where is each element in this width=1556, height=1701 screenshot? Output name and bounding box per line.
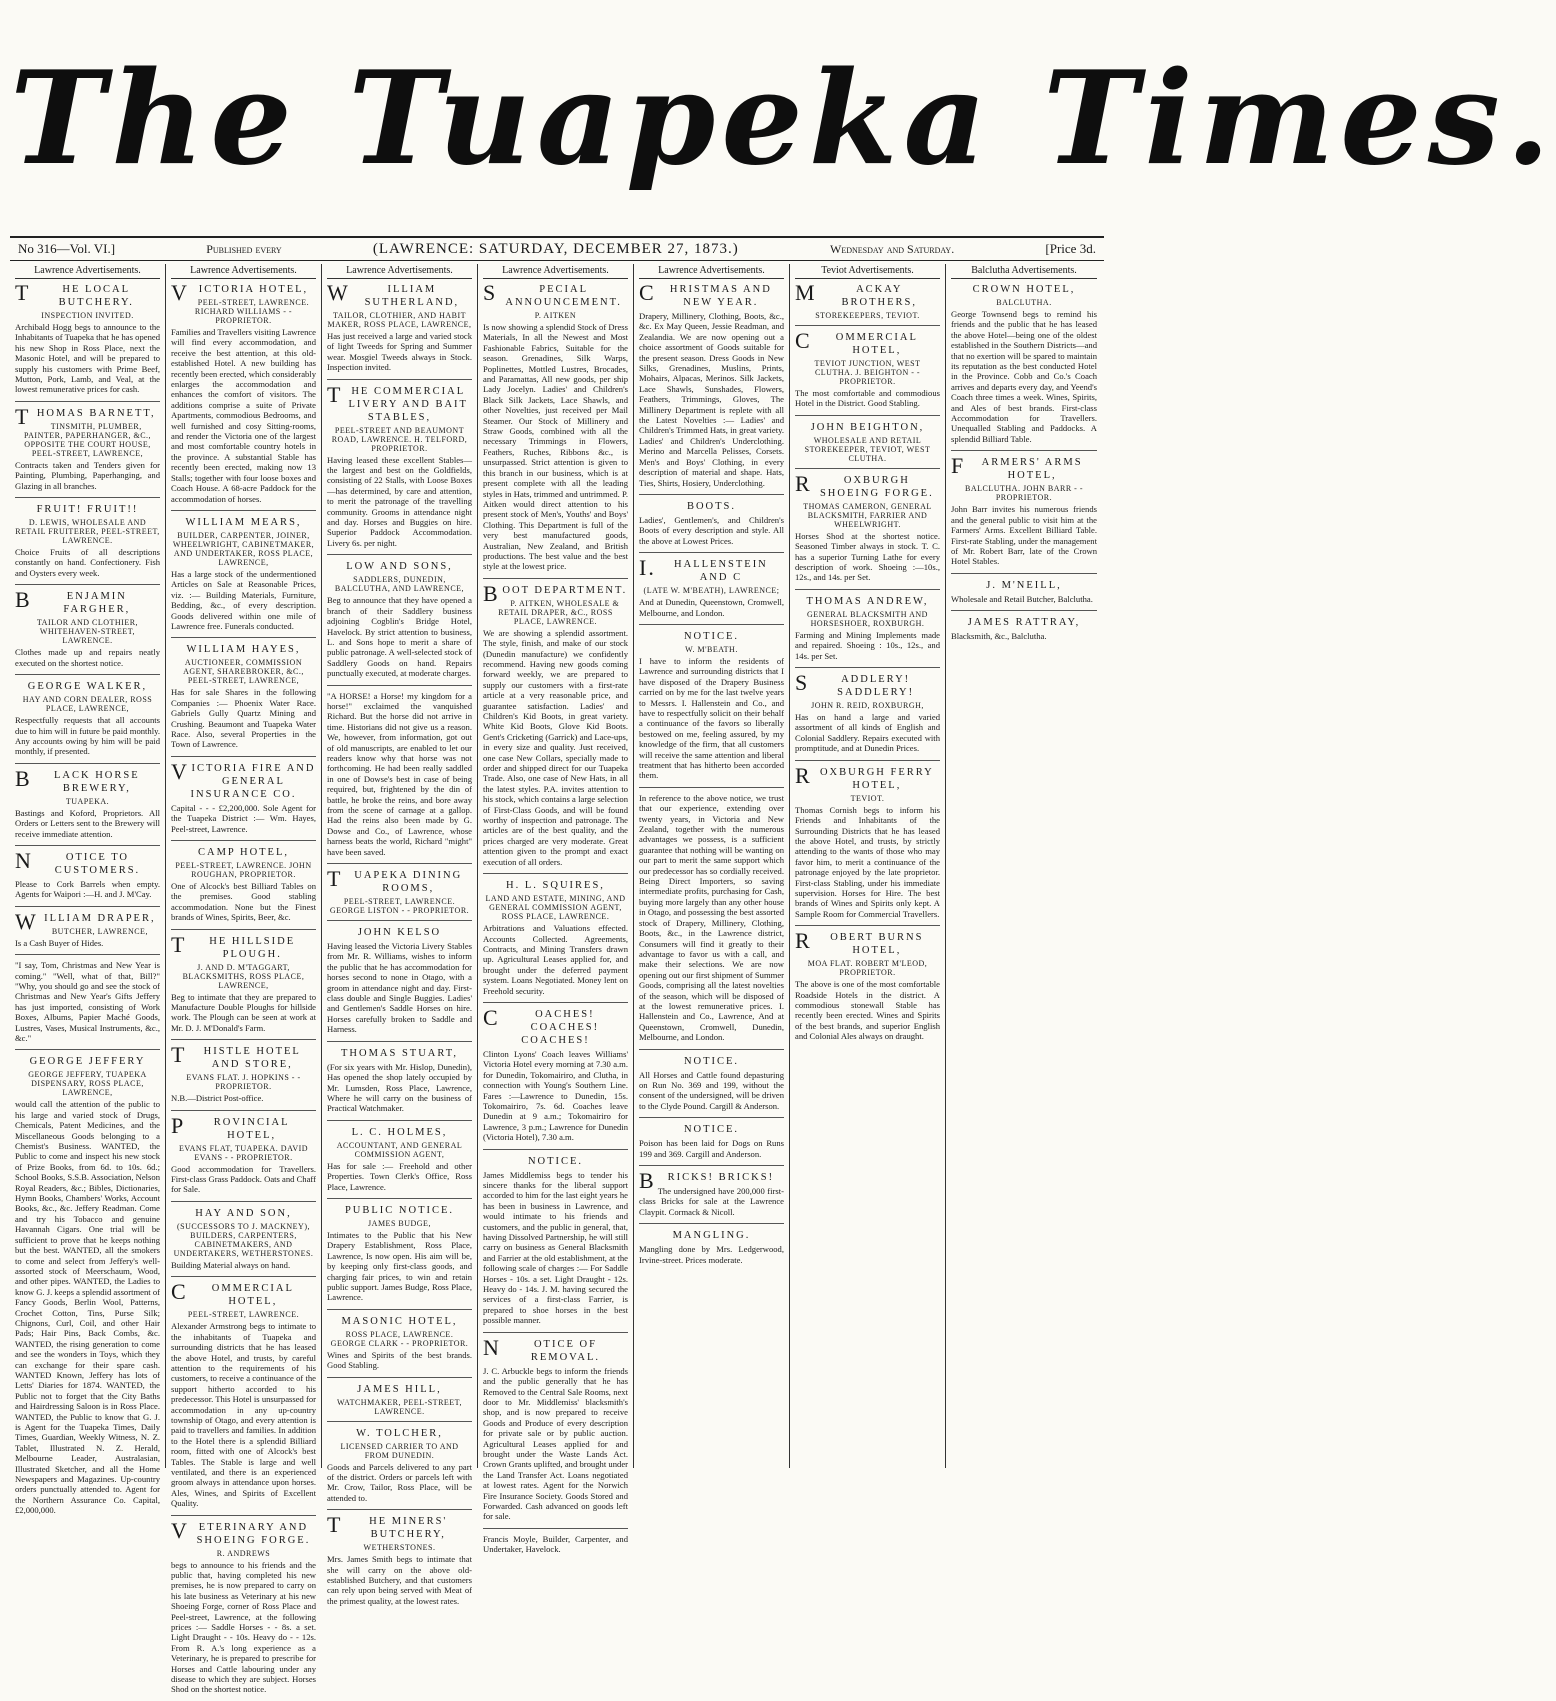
ad-subtitle: TAILOR AND CLOTHIER, WHITEHAVEN-STREET, LAWRENCE. [36,618,139,646]
ad-body: Having leased the Victoria Livery Stables from Mr. R. Williams, wishes to inform the public that he has accommodation for horses second to none in Otago, with a groom in attendance night and day. First-class double and Single Buggies. Ladies' and Gentlemen's Saddle Horses on hire. Horses carefully broken to Saddle and Harness. [327,941,472,1035]
advertisement [15,1055,160,1521]
ad-body: Has a large stock of the undermentioned Articles on Sale at Reasonable Prices, viz. :— Building Materials, Furniture, Bedding, &c., of every description. Goods delivered within one mile of Lawrence free. Funerals conducted. [171,568,316,631]
ad-body: Respectfully requests that all accounts due to him will in future be paid monthly. Any accounts owing by him will be paid monthly, if presented. [15,715,160,757]
advertisement [171,1279,316,1515]
ad-subtitle: BUTCHER, LAWRENCE, [51,926,148,936]
ad-title: GEORGE JEFFERY [29,1056,146,1068]
advertisement [639,1123,784,1166]
ad-body: Families and Travellers visiting Lawrence will find every accommodation, and receive the best attention, at this old-established Hotel. A new building has recently been erected, which considerably enlarges the accommodation and enhances the comfort of visitors. The additions comprise a suite of Private Apartments, commodious Bedrooms, and well furnished and cosy Sitting-rooms, and render the Victoria one of the largest and most comfortable country hotels in the province. A substantial Stable has recently been erected, making now 13 Stalls; together with four loose boxes and Coach House. A 68-acre Paddock for the accommodation of horses. [171,327,316,504]
advertisement [951,616,1097,647]
column-heading: Lawrence Advertisements. [15,264,160,279]
advertisement [639,1229,784,1271]
ad-title: GEORGE WALKER, [27,681,148,693]
ad-subtitle: EVANS FLAT. J. HOPKINS - - PROPRIETOR. [186,1073,301,1092]
ad-title: THE LOCAL BUTCHERY. [15,280,134,308]
ad-subtitle: P. AITKEN, WHOLESALE & RETAIL DRAPER, &C., ROSS PLACE, LAWRENCE. [498,598,620,626]
ad-title: JAMES HILL, [357,1383,442,1395]
ad-body: Wines and Spirits of the best brands. Good Stabling. [327,1349,472,1371]
advertisement [15,908,160,955]
ad-body: N.B.—District Post-office. [171,1093,264,1104]
ad-title: JOHN BEIGHTON, [810,421,925,433]
ad-subtitle: GEORGE JEFFERY, TUAPEKA DISPENSARY, ROSS PLACE, LAWRENCE, [28,1070,147,1098]
ad-body: James Middlemiss begs to tender his sincere thanks for the liberal support accorded to him for the last eight years he has been in business in Lawrence, and would intimate to his friends and customers, and the public in general, that, having Dissolved Partnership, he will still carry on business as General Blacksmith and Farrier at the old establishment, at the following scale of charges :— For Saddle Horses - 10s. a set. Light Draught - 12s. Heavy do - 14s. J. M. having secured the services of a first-class Farrier, is prepared to shoe horses in the best possible manner. [483,1169,628,1326]
advertisement [639,1168,784,1224]
advertisement [639,630,784,788]
ad-subtitle: BALCLUTHA. JOHN BARR - - PROPRIETOR. [965,484,1083,503]
ad-title: I.HALLENSTEIN AND C [639,555,768,584]
ad-body: Ladies', Gentlemen's, and Children's Boots of every description and style. All the above at Lowest Prices. [639,514,784,546]
advertisement [795,595,940,668]
ad-body: Is a Cash Buyer of Hides. [15,937,104,948]
ad-subtitle: WETHERSTONES. [363,1543,436,1553]
ad-body: Alexander Armstrong begs to intimate to the inhabitants of Tuapeka and surrounding districts that he has leased the above Hotel, and trusts, by careful attention to the requirements of his customers, to receive a continuance of the support hitherto accorded to his predecessor. This Hotel is unsurpassed for accommodation in any up-country township of Otago, and every attention is paid to travellers and families. In addition to the Hotel there is a splendid Billiard room, fitted with one of Alcock's best Tables. The Stable is large and well ventilated, and there is an experienced groom always in attendance upon horses. Ales, Wines, and Spirits of Excellent Quality. [171,1321,316,1509]
column-4 [478,264,634,1555]
column-7 [946,264,1102,1468]
ad-subtitle: J. AND D. M'TAGGART, BLACKSMITHS, ROSS PLACE, LAWRENCE, [182,962,305,990]
ad-body: Choice Fruits of all descriptions constantly on hand. Confectionery. Fish and Oysters every week. [15,547,160,578]
ad-body: Wholesale and Retail Butcher, Balclutha. [951,593,1093,604]
ad-title: JOHN KELSO [357,927,442,939]
advertisement [327,1126,472,1199]
ad-subtitle: JAMES BUDGE, [368,1218,431,1228]
ad-subtitle: ROSS PLACE, LAWRENCE. GEORGE CLARK - - PROPRIETOR. [330,1329,469,1348]
ad-subtitle: LICENSED CARRIER TO AND FROM DUNEDIN. [340,1441,459,1460]
ad-title: MACKAY BROTHERS, [795,280,918,308]
ad-title: THE MINERS' BUTCHERY, [327,1512,448,1541]
ad-title: VETERINARY AND SHOEING FORGE. [171,1517,311,1546]
ad-title: HAY AND SON, [195,1207,292,1219]
ad-title: WILLIAM HAYES, [186,644,301,656]
ad-title: TUAPEKA DINING ROOMS, [327,866,463,895]
ad-title: NOTICE TO CUSTOMERS. [15,847,141,876]
ad-body: Thomas Cornish begs to inform his Friends and Inhabitants of the Surrounding Districts that he has leased the above Hotel, and trusts, by strictly attending to the wants of those who may favor him, to merit a continuance of the patronage enjoyed by the late proprietor. First-class Stabling, under his immediate supervision. Horses for Hire. The best brands of Wines and Spirits only kept. A Sample Room for Commercial Travellers. [795,804,940,919]
ad-body: One of Alcock's best Billiard Tables on the premises. Good stabling accommodation. None but the Finest brands of Wines, Spirits, Beer, &c. [171,881,316,923]
ad-subtitle: PEEL-STREET AND BEAUMONT ROAD, LAWRENCE. H. TELFORD, PROPRIETOR. [331,425,468,453]
ad-body: Poison has been laid for Dogs on Runs 199 and 369. Cargill and Anderson. [639,1138,784,1159]
ad-subtitle: TEVIOT. [850,793,885,803]
advertisement [15,960,160,1050]
ad-body: Beg to intimate that they are prepared to Manufacture Double Ploughs for hillside work. The Plough can be seen at work at Mr. D. J. M'Donald's Farm. [171,991,316,1033]
ad-title: THISTLE HOTEL AND STORE, [171,1042,301,1071]
ad-body: John Barr invites his numerous friends and the general public to visit him at the Farmers' Arms. Excellent Billiard Table. First-rate Stabling, under the management of Mr. Robert Barr, late of the Crown Hotel Stables. [951,504,1097,567]
ad-body: Has for sale Shares in the following Companies :— Phoenix Water Race. Gabriels Gully Quartz Mining and Crushing. Beaumont and Tuapeka Water Race. Also, several Properties in the Town of Lawrence. [171,687,316,750]
ad-body: Farming and Mining Implements made and repaired. Shoeing : 10s., 12s., and 14s. per Set. [795,629,940,661]
ad-title: JAMES RATTRAY, [967,617,1081,629]
ad-title: NOTICE. [683,1055,740,1067]
advertisement [327,1427,472,1511]
ad-body: Horses Shod at the shortest notice. Seasoned Timber always in stock. T. C. has a superior Turning Lathe for every description of work. Shoeing :—10s., 12s., and 14s. per Set. [795,530,940,583]
ad-body: Mrs. James Smith begs to intimate that she will carry on the above old-established Butchery, and that customers can rely upon being served with Meat of the primest quality, at the lowest rates. [327,1554,472,1606]
ad-body: Bastings and Koford, Proprietors. All Orders or Letters sent to the Brewery will receive immediate attention. [15,807,160,839]
advertisement [327,1204,472,1310]
advertisement [639,280,784,495]
advertisement [483,280,628,579]
ad-subtitle: W. M'BEATH. [685,644,738,654]
ad-title: COMMERCIAL HOTEL, [795,328,918,356]
ad-subtitle: LAND AND ESTATE, MINING, AND GENERAL COMMISSION AGENT, ROSS PLACE, LAWRENCE. [485,894,626,922]
ad-subtitle: P. AITKEN [534,311,577,320]
advertisement [171,1517,316,1701]
ad-body: Clinton Lyons' Coach leaves Williams' Victoria Hotel every morning at 7.30 a.m. for Dunedin, Tokomairiro, and Clutha, in connection with Young's Southern Line. Fares :—Lawrence to Dunedin, 15s. Tokomairiro, 7s. 6d. Coaches leave Dunedin at 9 a.m.; Tokomairiro for Lawrence, 3 p.m.; Lawrence for Dunedin (Victoria Hotel), 7.30 a.m. [483,1048,628,1143]
ad-subtitle: GENERAL BLACKSMITH AND HORSESHOER, ROXBURGH. [807,609,928,628]
ad-body: All Horses and Cattle found depasturing on Run No. 369 and 199, without the consent of the undersigned, will be driven to the Clyde Pound. Cargill & Anderson. [639,1069,784,1111]
ad-body: Beg to announce that they have opened a branch of their Saddlery business adjoining Cogblin's Bridge Hotel, Havelock. By strict attention to business, L. and Sons hope to merit a share of public patronage. A well-selected stock of Saddlery Goods on hand. Repairs punctually executed, at moderate charges. [327,595,472,679]
ad-title: BRICKS! BRICKS! [639,1168,775,1193]
ad-title: THE HILLSIDE PLOUGH. [171,931,296,960]
ad-title: J. M'NEILL, [986,579,1062,591]
ad-subtitle: PEEL-STREET, LAWRENCE. JOHN ROUGHAN, PROPRIETOR. [175,861,312,879]
ad-body: Blacksmith, &c., Balclutha. [951,631,1047,642]
ad-title: H. L. SQUIRES, [506,880,605,892]
advertisement [171,516,316,638]
ad-title: BLACK HORSE BREWERY, [15,765,140,794]
advertisement [171,1207,316,1277]
advertisement [795,670,940,761]
ad-title: LOW AND SONS, [346,561,453,573]
ad-body: Contracts taken and Tenders given for Painting, Plumbing, Paperhanging, and Glazing in all branches. [15,459,160,491]
ad-title: WILLIAM DRAPER, [15,908,156,934]
advertisement [15,403,160,498]
publication-days: Wednesday and Saturday. [830,241,955,256]
ad-body: Please to Cork Barrels when empty. Agents for Waipori :—H. and J. M'Cay. [15,878,160,900]
ad-title: CAMP HOTEL, [197,847,290,858]
ad-title: BOOT DEPARTMENT. [483,580,628,606]
advertisement [951,579,1097,611]
advertisement [483,1334,628,1529]
advertisement [327,1383,472,1422]
advertisement [171,1042,316,1110]
column-heading: Lawrence Advertisements. [327,264,472,279]
advertisement [15,280,160,402]
ad-subtitle: D. LEWIS, WHOLESALE AND RETAIL FRUITERER, PEEL-STREET, LAWRENCE. [15,518,160,546]
ad-title: WILLIAM SUTHERLAND, [327,280,460,308]
advertisement [15,503,160,585]
ad-subtitle: EVANS FLAT, TUAPEKA. DAVID EVANS - - PROPRIETOR. [178,1143,309,1162]
advertisement [327,866,472,921]
ad-body: Mangling done by Mrs. Ledgerwood, Irvine-street. Prices moderate. [639,1244,784,1265]
advertisement [15,680,160,764]
place-date: (LAWRENCE: SATURDAY, DECEMBER 27, 1873.) [372,240,739,257]
ad-body: George Townsend begs to remind his friends and the public that he has leased the above Hotel—being one of the oldest established in the Southern Districts—and that no exertion will be spared to maintain its reputation as the best conducted Hotel in the Province. Cobb and Co.'s Coach arrives and departs every day, and Yeend's Coach three times a week. Wines, Spirits, and Ales of best brands. First-class Accommodation for Travellers. Unequalled Stabling and Paddocks. A splendid Billiard Table. [951,309,1097,444]
ad-subtitle: INSPECTION INVITED. [41,311,134,320]
columns [10,264,1104,1695]
ad-title: L. C. HOLMES, [351,1126,448,1138]
ad-title: ROXBURGH SHOEING FORGE. [795,470,934,499]
ad-body: "I say, Tom, Christmas and New Year is coming." "Well, what of that, Bill?" "Why, you should go and see the stock of Christmas and New Year's Gifts Jeffery has just imported, consisting of Work Boxes, Albums, Papier Maché Goods, Lustres, Vases, Musical Instruments, &c., &c." [15,960,160,1043]
ad-subtitle: TUAPEKA. [65,796,110,806]
advertisement [795,470,940,590]
ad-subtitle: (SUCCESSORS TO J. MACKNEY), BUILDERS, CARPENTERS, CABINETMAKERS, AND UNDERTAKERS, WETHERSTONES. [173,1221,314,1258]
ad-subtitle: TAILOR, CLOTHIER, AND HABIT MAKER, ROSS PLACE, LAWRENCE, [327,311,472,329]
ad-subtitle: BALCLUTHA. [996,298,1052,307]
ad-title: VICTORIA HOTEL, [171,280,309,305]
advertisement [327,1315,472,1378]
ad-subtitle: ACCOUNTANT, AND GENERAL COMMISSION AGENT, [336,1140,463,1159]
advertisement [795,421,940,469]
ad-body: begs to announce to his friends and the public that, having completed his new premises, he is now prepared to carry on his late business as Veterinary at his new Shoeing Forge, corner of Ross Place and Peel-street, Lawrence, at the following prices :— Saddle Horses - - 8s. a set. Light Draught - - 10s. Heavy do - - 12s. From R. A.'s long experience as a Veterinary, he is prepared to prescribe for Horses and Cattle labouring under any disease to which they are subject. Horses Shod on the shortest notice. [171,1559,316,1695]
advertisement [639,555,784,625]
advertisement [171,846,316,930]
ad-subtitle: WHOLESALE AND RETAIL STOREKEEPER, TEVIOT, WEST CLUTHA. [804,435,931,463]
ad-body: Building Material always on hand. [171,1259,291,1270]
ad-title: W. TOLCHER, [356,1427,443,1439]
column-2 [166,264,322,1695]
ad-subtitle: JOHN R. REID, ROXBURGH, [811,701,924,711]
ad-body: We are showing a splendid assortment. The style, finish, and make of our stock (Dunedin manufacture) we confidently recommend. Having new goods coming forward weekly, we are prepared to supply our customers with a first-rate article at a very reasonable price, and guarantee satisfaction. Ladies' and Children's Kid Boots, in great variety. White Kid Boots, Glove Kid Boots. Gent's Cricketing (Garrick) and Lace-ups, in every size and quality. Just received, one case New Collars, specially made to order and shipped direct for our Tuapeka Trade. Also, one case of New Hats, in all the latest styles. P.A. invites attention to his stock, which contains a large selection of First-Class Goods, and will be found worthy of inspection and patronage. The articles are of the best quality, and the prices charged are very moderate. Great attention given to the prompt and exact execution of all orders. [483,627,628,867]
column-heading: Lawrence Advertisements. [639,264,784,279]
ad-subtitle: MOA FLAT. ROBERT M'LEOD, PROPRIETOR. [807,959,928,978]
ad-body: The most comfortable and commodious Hotel in the District. Good Stabling. [795,388,940,409]
ad-body: "A HORSE! a Horse! my kingdom for a horse!" exclaimed the vanquished Richard. But the horse did not arrive in time. Historians did not give us a reason. We, however, from information, got out of old manuscripts, are enabled to let our readers know why that horse was not forthcoming. He had been really saddled in one of Dowse's best in case of being required, but, frightened by the din of battle, he broke the reins, and bore away from the scene of carnage at a gallop. Had the reins also been made by G. Dowse and Co., of Lawrence, whose harness beats the world, Richard "might" have been saved. [327,690,472,857]
ad-title: NOTICE OF REMOVAL. [483,1334,601,1363]
advertisement [327,1047,472,1121]
ad-title: MANGLING. [672,1230,751,1242]
ad-subtitle: PEEL-STREET, LAWRENCE. RICHARD WILLIAMS - - PROPRIETOR. [194,298,310,325]
advertisement [327,381,472,556]
ad-title: BENJAMIN FARGHER, [15,587,131,616]
advertisement [327,280,472,380]
ad-title: THE COMMERCIAL LIVERY AND BAIT STABLES, [327,381,468,423]
ad-body: The above is one of the most comfortable Roadside Hotels in the district. A commodious stonewall Stable has recently been erected. Wines and Spirits of the best brands, and superior English and Colonial Ales always on draught. [795,979,940,1042]
advertisement [327,926,472,1042]
column-1 [10,264,166,1516]
ad-title: PUBLIC NOTICE. [344,1204,455,1216]
ad-title: NOTICE. [683,630,740,642]
ad-body: Has just received a large and varied stock of light Tweeds for Spring and Summer wear. Mosgiel Tweeds always in Stock. Inspection invited. [327,331,472,373]
advertisement [639,500,784,553]
advertisement [795,328,940,416]
advertisement [171,758,316,841]
ad-body: Has for sale :— Freehold and other Properties. Town Clerk's Office, Ross Place, Lawrence. [327,1160,472,1192]
advertisement [639,1055,784,1119]
ad-body: Archibald Hogg begs to announce to the Inhabitants of Tuapeka that he has opened his new Shop in Ross Place, next the Masonic Hotel, and will be prepared to supply his customers with Prime Beef, Mutton, Pork, Lamb, and Veal, at the lowest remunerative prices for cash. [15,322,160,395]
ad-title: VICTORIA FIRE AND GENERAL INSURANCE CO. [171,758,316,800]
ad-subtitle: TEVIOT JUNCTION, WEST CLUTHA. J. BEIGHTON - - PROPRIETOR. [814,359,921,386]
ad-subtitle: TINSMITH, PLUMBER, PAINTER, PAPERHANGER, &C., OPPOSITE THE COURT HOUSE, PEEL-STREET, LAWRENCE, [23,421,152,458]
advertisement [483,879,628,1003]
ad-subtitle: PEEL-STREET, LAWRENCE. [187,1310,300,1320]
column-5 [634,264,790,1468]
ad-body: Goods and Parcels delivered to any part of the district. Orders or parcels left with Mr. Crow, Tailor, Ross Place, will be attended to. [327,1461,472,1503]
ad-title: WILLIAM MEARS, [185,516,302,528]
ad-title: COACHES! COACHES! COACHES! [483,1004,600,1046]
ad-body: Drapery, Millinery, Clothing, Boots, &c., &c. Ex May Queen, Jessie Readman, and Zealandia. We are now opening out a choice assortment of Goods suitable for the present season. Dress Goods in New Silks, Grenadines, Muslins, Prints, Mohairs, Alpacas, Merinos. Silk Jackets, Lace Shawls, Sunshades, Flowers, Feathers, Trimmings, Gloves, The Millinery Department is replete with all the Latest Novelties :— Ladies' and Children's Trimmed Hats, in great variety. Ladies' and Children's Underclothing. Merino and Marcella Pelisses, Corsets. Men's and Boys' Clothing, in every description of material and shape. Hats, Ties, Shirts, Hosiery, Underclothing. [639,311,784,488]
ad-body: Good accommodation for Travellers. First-class Grass Paddock. Oats and Chaff for Sale. [171,1163,316,1195]
ad-body: And at Dunedin, Queenstown, Cromwell, Melbourne, and London. [639,597,784,618]
advertisement [795,928,940,1047]
advertisement [639,793,784,1050]
advertisement [327,1512,472,1612]
advertisement [15,765,160,846]
ad-body: Capital - - - £2,200,000. Sole Agent for the Tuapeka District :— Wm. Hayes, Peel-street, Lawrence. [171,802,316,834]
ad-title: MASONIC HOTEL, [341,1315,458,1327]
published-label: Published every [206,241,282,256]
advertisement [171,1112,316,1202]
ad-title: NOTICE. [527,1155,584,1167]
column-heading: Teviot Advertisements. [795,264,940,279]
ad-body: would call the attention of the public to his large and varied stock of Drugs, Chemicals, Patent Medicines, and the Miscellaneous Goods belonging to a Chemist's Business. WANTED, the Public to come and inspect his new stock of Prize Books, from 6d. to 10s. 6d.; School Books, S.S.B. Association, Nelson Royal Readers, &c.; Bibles, Dictionaries, Hymn Books, Chambers' Works, Account Books, &c., &c. Jeffery Readman. Come and try his Tobacco and genuine Havannah Cigars. One trial will be sufficient to prove that he keeps nothing but the best. WANTED, all the smokers to come and select from Jeffery's well-assorted stock of Meerschaum, Wood, and other pipes. WANTED, the Ladies to know G. J. keeps a splendid assortment of Fancy Goods, Berlin Wool, Patterns, Crochet Cotton, Tins, Purse Silk; Chignons, Curl, Coil, and other Hair Pads; Hair Pins, Back Combs, &c. WANTED, the rising generation to come and see the wonders in Toys, which they can exchange for their spare cash. WANTED Known, Jeffery has lots of Letts' Diaries for 1874. WANTED, the Public not to forget that the City Baths and Hairdressing Saloon is in Ross Place. WANTED, the Public to know that G. J. is Agent for the Tuapeka Times, Daily Times, Guardian, Weekly Witness, N. Z. Tablet, Illustrated N. Z. Herald, Melbourne Leader, Australasian, Illustrated Sketcher, and all the Home Newspapers and Magazines. Up-country orders punctually attended to. Agent for the Northern Assurance Co. Capital, £2,000,000. [15,1099,160,1516]
ad-body: (For six years with Mr. Hislop, Dunedin), Has opened the shop lately occupied by Mr. Lumsden, Ross Place, Lawrence, Where he will carry on the business of Practical Watchmaker. [327,1061,472,1114]
ad-body: Has on hand a large and varied assortment of all kinds of English and Colonial Saddlery. Repairs executed with promptitude, and at Dunedin Prices. [795,712,940,754]
ad-subtitle: R. ANDREWS [216,1548,271,1558]
ad-body: The undersigned have 200,000 first-class Bricks for sale at the Lawrence Claypit. Cormack & Nicoll. [639,1186,784,1217]
ad-subtitle: THOMAS CAMERON, GENERAL BLACKSMITH, FARRIER AND WHEELWRIGHT. [803,501,932,529]
column-6 [790,264,946,1468]
column-3 [322,264,478,1606]
ad-title: FARMERS' ARMS HOTEL, [951,453,1083,482]
ad-title: NOTICE. [683,1124,740,1136]
ad-body: J. C. Arbuckle begs to inform the friends and the public generally that he has Removed to the Central Sale Rooms, next door to Mr. Middlemiss' blacksmith's shop, and is now prepared to receive Goods and Produce of every description for private sale or by public auction. Agricultural Leases applied for and brought under the Waste Lands Act. Crown Grants uplifted, and brought under the Land Transfer Act. Loans negotiated at lowest rates. Agent for the Norwich Fire Insurance Society. Goods Stored and Forwarded. Cash advanced on goods left for sale. [483,1365,628,1522]
ad-title: SADDLERY! SADDLERY! [795,670,915,699]
advertisement [795,280,940,326]
ad-title: FRUIT! FRUIT!! [36,504,139,516]
advertisement [15,587,160,675]
advertisement [483,1155,628,1333]
ad-title: THOMAS STUART, [340,1047,458,1059]
ad-title: BOOTS. [686,500,737,512]
ad-title: CROWN HOTEL, [972,284,1076,295]
ad-subtitle: (LATE W. M'BEATH), LAWRENCE; [643,586,780,596]
column-heading: Lawrence Advertisements. [483,264,628,279]
ad-subtitle: STOREKEEPERS, TEVIOT. [815,311,920,320]
ad-body: In reference to the above notice, we trust that our experience, extending over twenty years, in Victoria and New Zealand, together with the numerous advantages we possess, is a sufficient guarantee that nothing will be wanting on our part to merit the same support which our predecessor has so cordially received. Being Direct Importers, so saving intermediate profits, purchasing for Cash, buying more largely than any other house in Otago, and possessing the best assorted stock of Drapery, Millinery, Clothing, Boots, &c., in the Lawrence district, Consumers will find it greatly to their advantage to favor us with a call, and make their selections. We are now opening out our first shipment of Summer Goods, comprising all the latest novelties of the season, which will be disposed of at the lowest remunerative prices. I. Hallenstein and Co., Lawrence, And at Queenstown, Cromwell, Dunedin, Melbourne, and London. [639,792,784,1043]
column-heading: Balclutha Advertisements. [951,264,1097,279]
advertisement [171,280,316,511]
ad-body: Francis Moyle, Builder, Carpenter, and Undertaker, Havelock. [483,1533,628,1555]
ad-body: Arbitrations and Valuations effected. Accounts Collected. Agreements, Contracts, and Mining Transfers drawn up. Agricultural Leases applied for, and brought under the deferred payment system. Loans Negotiated. Money lent on Freehold security. [483,923,628,996]
ad-body: Is now showing a splendid Stock of Dress Materials, In all the Newest and Most Fashionable Fabrics, Suitable for the season. Grenadines, Silk Warps, Poplinettes, Mottled Lustres, Brocades, and Paramattas, All new goods, per ship Lady Jocelyn. Ladies' and Children's Black Silk Jackets, Lace Shawls, and other Novelties, just received per Mail Steamer. Our Stock of Millinery and Straw Goods, combined with all the necessary Trimmings in Flowers, Feathers, Ruches, Ribbons &c., is unsurpassed. Strict attention is given to this branch in our business, which is at present complete with all the leading styles in Hats, trimmed and untrimmed. P. Aitken would direct attention to his present stock of Men's, Youths' and Boys' Clothing. This Department is full of the very best manufactured goods, Australian, New Zealand, and British productions. The best value and the best style at the lowest price. [483,322,628,572]
ad-title: ROXBURGH FERRY HOTEL, [795,762,934,791]
ad-title: THOMAS BARNETT, [15,403,156,429]
price: [Price 3d. [1045,241,1096,256]
masthead [10,4,1556,236]
advertisement [15,847,160,907]
advertisement [483,1534,628,1561]
ad-title: SPECIAL ANNOUNCEMENT. [483,280,622,308]
masthead-title: The Tuapeka Times. [10,44,1556,194]
ad-body: Intimates to the Public that his New Drapery Establishment, Ross Place, Lawrence, Is now open. His aim will be, by keeping only first-class goods, and charging fair prices, to win and retain public support. James Budge, Ross Place, Lawrence. [327,1229,472,1303]
advertisement [171,931,316,1041]
advertisement [327,691,472,865]
advertisement [171,643,316,756]
advertisement [951,283,1097,451]
ad-subtitle: PEEL-STREET, LAWRENCE. GEORGE LISTON - - PROPRIETOR. [329,897,470,916]
advertisement [951,453,1097,573]
ad-body: Clothes made up and repairs neatly executed on the shortest notice. [15,647,160,668]
ad-title: ROBERT BURNS HOTEL, [795,928,924,957]
ad-subtitle: AUCTIONEER, COMMISSION AGENT, SHAREBROKER, &C., PEEL-STREET, LAWRENCE, [183,658,304,686]
ad-subtitle: WATCHMAKER, PEEL-STREET, LAWRENCE. [337,1397,462,1416]
ad-body: I have to inform the residents of Lawrence and surrounding districts that I have disposed of the Drapery Business carried on by me for the last twelve years to Messrs. I. Hallenstein and Co., and have to respectfully solicit on their behalf a continuance of the favors so liberally bestowed on me, feeling assured, by my knowledge of the firm, that all customers will receive the same attention and liberal treatment that has hitherto been accorded them. [639,655,784,781]
ad-title: THOMAS ANDREW, [806,595,929,607]
advertisement [483,1004,628,1150]
ad-title: CHRISTMAS AND NEW YEAR. [639,280,772,308]
issue-number: No 316—Vol. VI.] [18,241,116,256]
ad-title: COMMERCIAL HOTEL, [171,1279,294,1308]
dateline [10,236,1104,261]
column-heading: Lawrence Advertisements. [171,264,316,279]
ad-subtitle: HAY AND CORN DEALER, ROSS PLACE, LAWRENCE, [22,695,153,714]
ad-title: PROVINCIAL HOTEL, [171,1112,290,1141]
advertisement [483,580,628,874]
ad-body: Having leased these excellent Stables—the largest and best on the Goldfields, consisting of 22 Stalls, with Loose Boxes—has determined, by care and attention, to merit the patronage of the travelling community. Grooms in attendance night and day. Horses and Buggies on hire. Superior Paddock Accommodation. Livery 6s. per night. [327,454,472,548]
advertisement [327,560,472,685]
ad-subtitle: SADDLERS, DUNEDIN, BALCLUTHA, AND LAWRENCE, [334,575,465,594]
ad-subtitle: BUILDER, CARPENTER, JOINER, WHEELWRIGHT, CABINETMAKER, AND UNDERTAKER, ROSS PLACE, LAWRENCE, [172,530,315,567]
advertisement [795,762,940,926]
